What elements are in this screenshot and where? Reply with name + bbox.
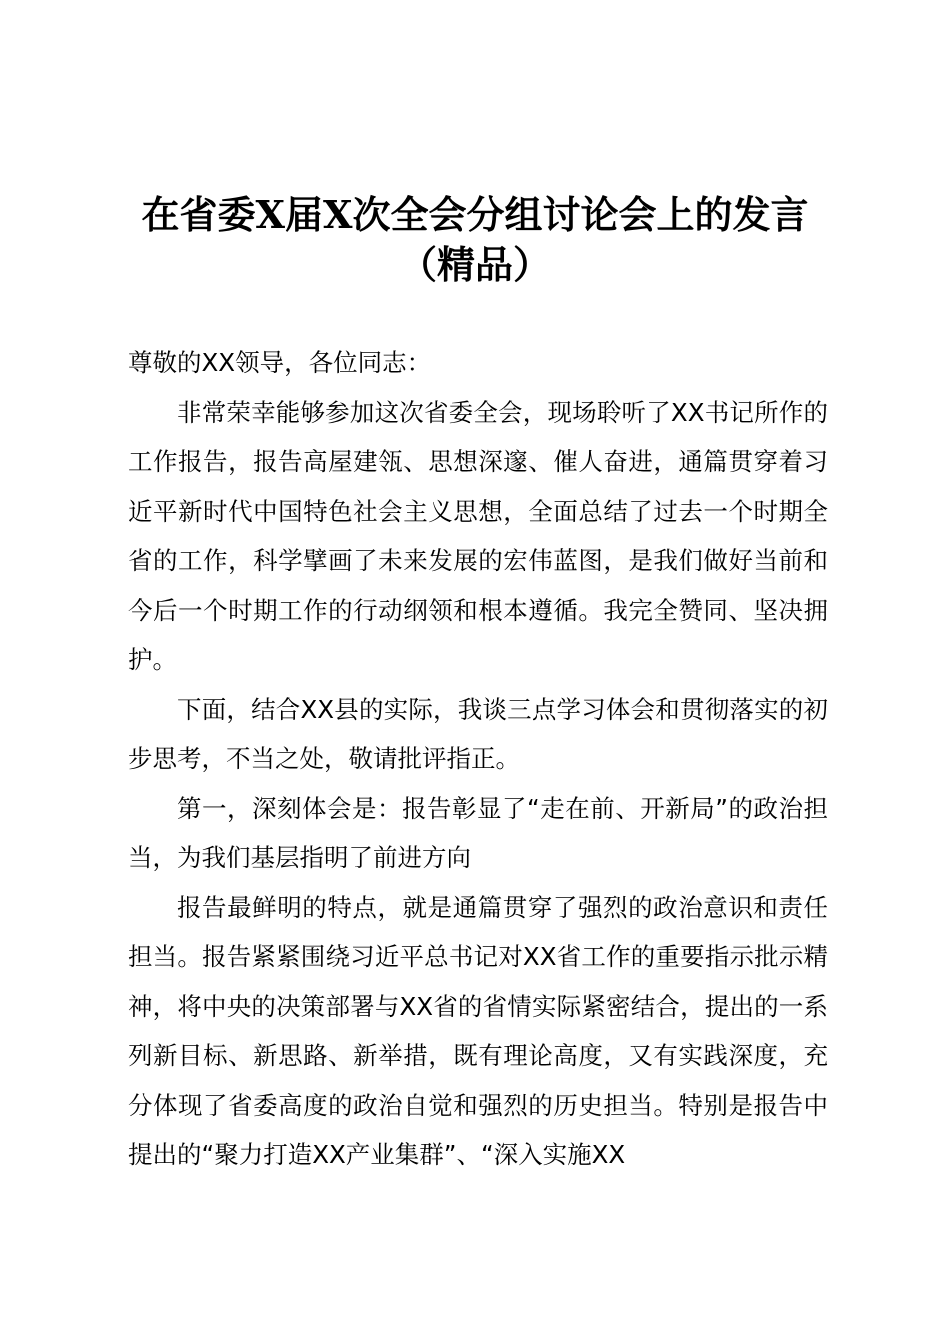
paragraph-1: 非常荣幸能够参加这次省委全会，现场聆听了XX书记所作的工作报告，报告高屋建瓴、思想深邃、催人奋进，通篇贯穿着习近平新时代中国特色社会主义思想，全面总结了过去一个时期全省的工作，科学擘画了未来发展的宏伟蓝图，是我们做好当前和今后一个时期工作的行动纲领和根本遵循。我完全赞同、坚决拥护。: [128, 397, 828, 674]
document-body: [128, 338, 828, 1180]
paragraph-4: 报告最鲜明的特点，就是通篇贯穿了强烈的政治意识和责任担当。报告紧紧围绕习近平总书记对XX省工作的重要指示批示精神，将中央的决策部署与XX省的省情实际紧密结合，提出的一系列新目标、新思路、新举措，既有理论高度，又有实践深度，充分体现了省委高度的政治自觉和强烈的历史担当。特别是报告中提出的“聚力打造XX产业集群”、“深入实施XX: [128, 892, 828, 1169]
paragraph-3-heading: 第一，深刻体会是：报告彰显了“走在前、开新局”的政治担当，为我们基层指明了前进方向: [128, 793, 828, 872]
salutation: 尊敬的XX领导，各位同志：: [128, 348, 432, 377]
document-title-line-1: 在省委X届X次全会分组讨论会上的发言: [141, 192, 809, 237]
document-title-line-2: （精品）: [398, 242, 551, 287]
paragraph-2: 下面，结合XX县的实际，我谈三点学习体会和贯彻落实的初步思考，不当之处，敬请批评指正。: [128, 694, 828, 773]
